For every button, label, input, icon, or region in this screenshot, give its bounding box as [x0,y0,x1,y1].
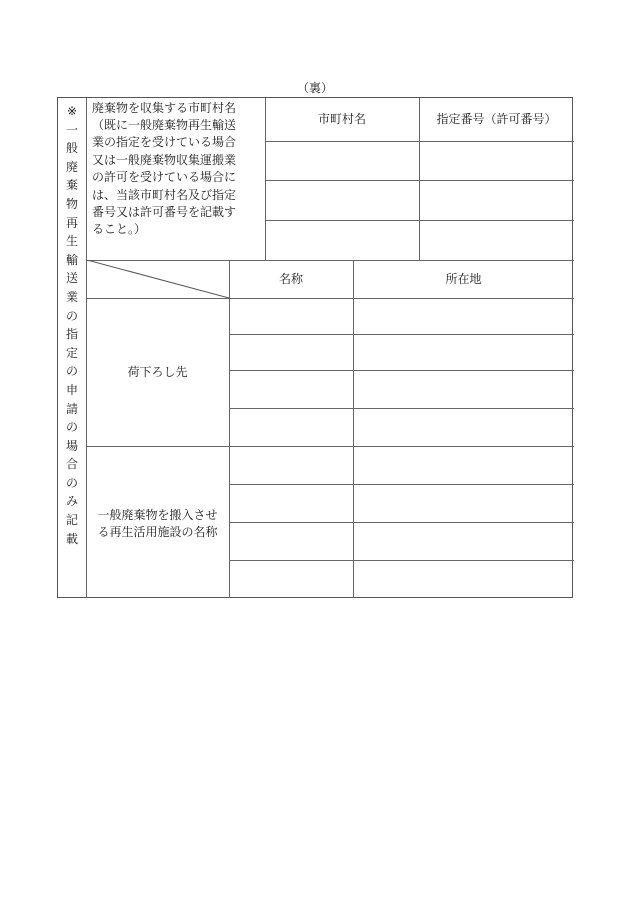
facility-row-line [229,484,574,485]
side-label-char: 記 [65,513,78,528]
side-label-char: み [65,494,78,509]
facility-header-line [86,298,574,299]
facility-row-line [229,408,574,409]
side-label-char: の [65,420,78,435]
side-label-char: 輸 [65,252,78,267]
side-label-char: 一 [65,122,78,137]
side-label-char: の [65,364,78,379]
municipality-note-line: 又は一般廃棄物収集運搬業 [92,152,237,167]
section-divider-line [86,446,574,447]
facility-label-divider [229,260,230,598]
unloading-destination-label: 荷下ろし先 [127,365,188,379]
page-label: （裏） [296,81,333,95]
side-label-char: 再 [65,215,78,230]
side-label-char: 場 [65,438,78,453]
municipality-title: 廃棄物を収集する市町村名 [92,101,237,115]
side-label-char: 送 [65,271,78,286]
side-label-char: 棄 [65,178,78,193]
header-facility-name: 名称 [278,272,303,286]
facility-row-line [229,560,574,561]
side-label-char: 合 [65,457,78,472]
side-label-char: 指 [65,327,78,342]
recycling-facility-label-line: る再生活用施設の名称 [97,525,218,540]
facility-row-line [229,522,574,523]
municipality-note [92,117,264,239]
side-label-char: の [65,475,78,490]
municipality-row-line [265,220,574,221]
diagonal-line [87,260,229,298]
side-label-char: の [65,308,78,323]
side-label-char: 業 [65,289,78,304]
side-label-char: 請 [65,401,78,416]
recycling-facility-label [86,507,229,542]
municipality-note-line: の許可を受けている場合に [92,170,237,185]
diagonal-header-cell [87,260,229,298]
header-permit-number: 指定番号（許可番号） [436,112,557,126]
header-municipality-name: 市町村名 [317,112,366,126]
municipality-row-line [265,180,574,181]
side-label-char: 定 [65,345,78,360]
municipality-note-line: ること。） [92,222,147,237]
municipality-note-line: （既に一般廃棄物再生輸送 [92,118,237,132]
side-label-char: ※ [66,104,78,118]
side-label-char: 申 [65,382,78,397]
recycling-facility-label-line: 一般廃棄物を搬入させ [97,508,218,522]
side-label-char: 載 [65,531,78,546]
side-label-char: 般 [65,141,78,156]
municipality-header-line [265,141,574,142]
side-label [58,102,86,548]
application-form-table [57,97,573,598]
side-label-char: 生 [65,234,78,249]
facility-name-location-divider [353,260,354,598]
municipality-note-line: 業の指定を受けている場合 [92,135,237,150]
side-label-char: 廃 [65,159,78,174]
facility-row-line [229,334,574,335]
municipality-note-line: 番号又は許可番号を記載す [92,205,237,220]
municipality-note-line: は、当該市町村名及び指定 [92,187,237,202]
facility-row-line [229,370,574,371]
side-label-char: 物 [65,196,78,211]
header-facility-location: 所在地 [445,272,482,286]
